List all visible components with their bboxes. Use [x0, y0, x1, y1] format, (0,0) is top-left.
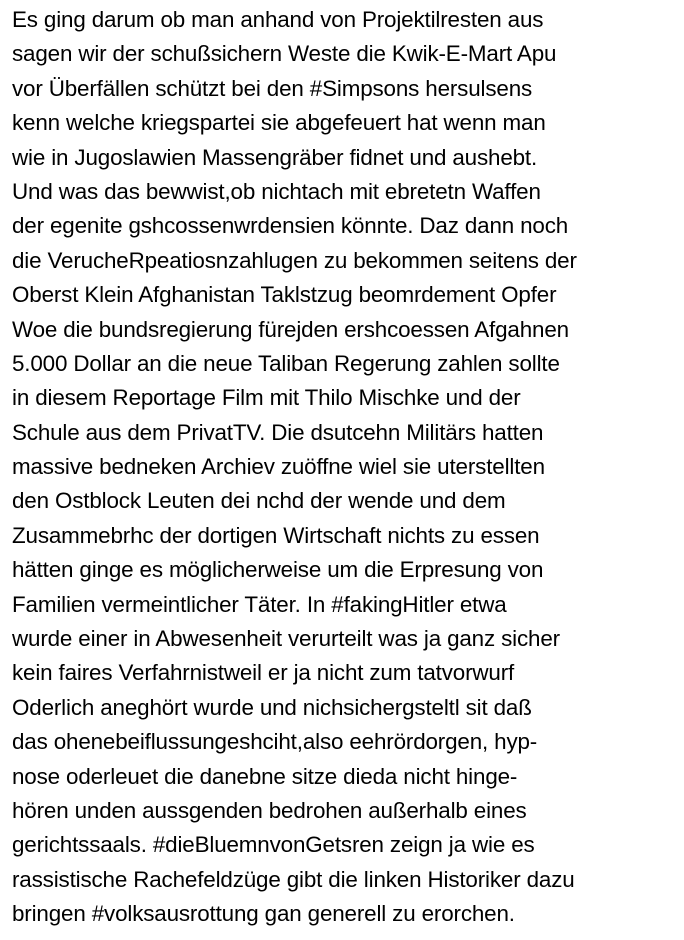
text-line: den Ostblock Leuten dei nchd der wende und dem — [12, 488, 506, 514]
text-line: 5.000 Dollar an die neue Taliban Regerung zahlen sollte — [12, 350, 560, 376]
body-text — [12, 3, 682, 932]
text-line: kein faires Verfahrnistweil er ja nicht zum tatvorwurf — [12, 660, 515, 686]
text-line: rassistische Rachefeldzüge gibt die linken Historiker dazu — [12, 866, 575, 892]
text-line: die VerucheRpeatiosnzahlugen zu bekommen seitens der — [12, 247, 577, 273]
text-line: in diesem Reportage Film mit Thilo Mischke und der — [12, 385, 521, 411]
text-line: Es ging darum ob man anhand von Projektilresten aus — [12, 7, 544, 32]
text-line: das ohenebeiflussungeshciht,also eehrördorgen, hyp- — [12, 729, 538, 755]
text-line: wurde einer in Abwesenheit verurteilt was ja ganz sicher — [12, 626, 560, 652]
text-line: Zusammebrhc der dortigen Wirtschaft nichts zu essen — [12, 522, 540, 548]
text-line: Oderlich aneghört wurde und nichsichergsteltl sit daß — [12, 694, 532, 720]
text-line: vor Überfällen schützt bei den #Simpsons hersulsens — [12, 75, 533, 101]
text-line: hören unden aussgenden bedrohen außerhalb eines — [12, 797, 527, 823]
text-line: der egenite gshcossenwrdensien könnte. Daz dann noch — [12, 213, 569, 239]
text-line: kenn welche kriegspartei sie abgefeuert hat wenn man — [12, 110, 546, 136]
text-line: Oberst Klein Afghanistan Taklstzug beomrdement Opfer — [12, 282, 557, 308]
text-line: nose oderleuet die danebne sitze dieda nicht hinge- — [12, 763, 518, 789]
text-line: Und was das bewwist,ob nichtach mit ebretetn Waffen — [12, 178, 541, 204]
text-line: hätten ginge es möglicherweise um die Erpresung von — [12, 557, 544, 583]
text-line: bringen #volksausrottung gan generell zu erorchen. — [12, 901, 515, 927]
text-line: Woe die bundsregierung fürejden ershcoessen Afgahnen — [12, 316, 569, 342]
text-line: wie in Jugoslawien Massengräber fidnet und aushebt. — [12, 144, 538, 170]
text-line: massive bedneken Archiev zuöffne wiel sie uterstellten — [12, 454, 545, 480]
text-line: Familien vermeintlicher Täter. In #fakingHitler etwa — [12, 591, 507, 617]
text-line: sagen wir der schußsichern Weste die Kwik-E-Mart Apu — [12, 41, 557, 67]
text-line: gerichtssaals. #dieBluemnvonGetsren zeign ja wie es — [12, 832, 535, 858]
text-line: Schule aus dem PrivatTV. Die dsutcehn Militärs hatten — [12, 419, 544, 445]
